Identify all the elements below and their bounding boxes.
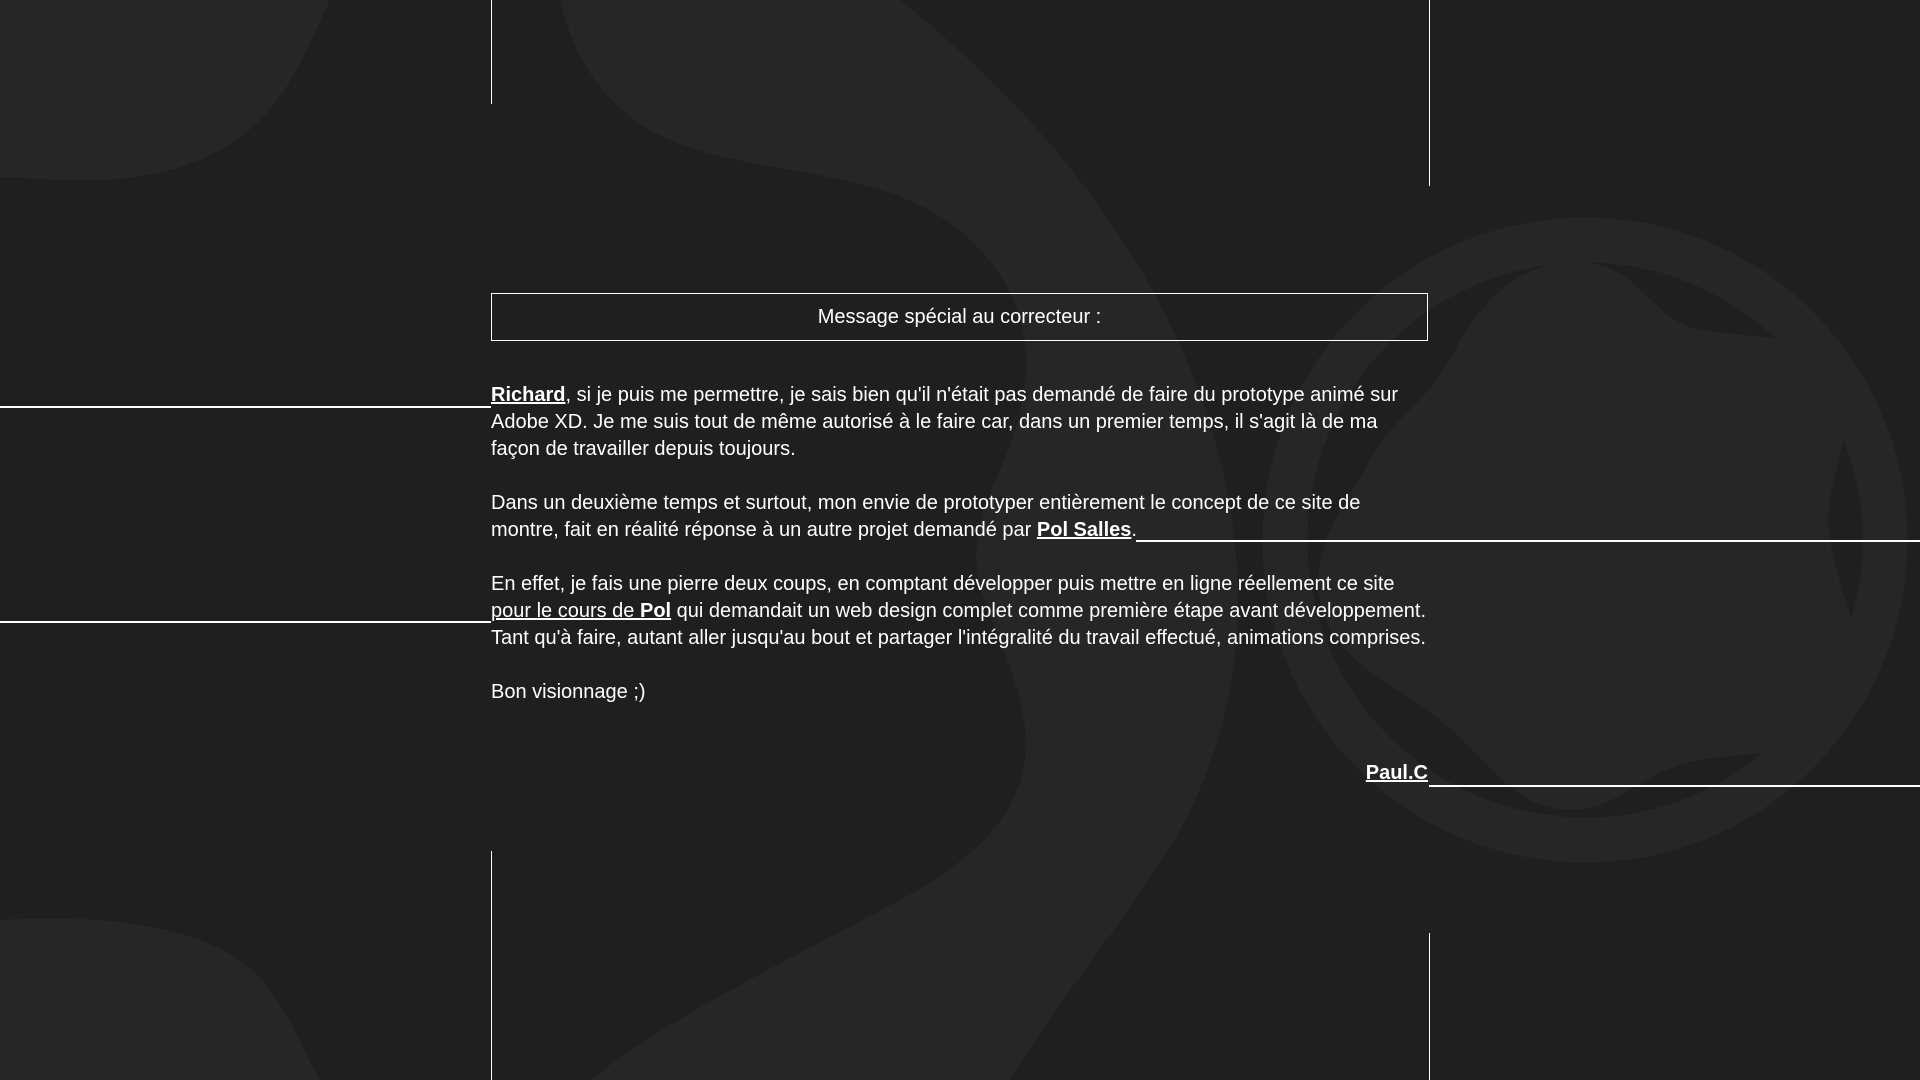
paragraph-3-underlined: pour le cours de <box>491 600 640 622</box>
message-title: Message spécial au correcteur : <box>817 305 1102 328</box>
frame-line-bottom-right <box>1429 933 1430 1080</box>
name-link-pol-salles[interactable]: Pol Salles <box>1036 519 1132 541</box>
background-blob-bottom-left <box>0 918 320 1080</box>
paragraph-3 <box>491 571 1431 652</box>
paragraph-4-text: Bon visionnage ;) <box>491 681 646 703</box>
paragraph-1 <box>491 382 1431 463</box>
name-link-pol[interactable]: Pol <box>639 600 672 622</box>
paragraph-2 <box>491 490 1431 544</box>
paragraph-4 <box>491 679 1431 706</box>
frame-line-left-upper <box>0 406 491 408</box>
message-body <box>491 382 1431 733</box>
frame-line-left-lower <box>0 621 491 623</box>
name-link-richard[interactable]: Richard <box>491 384 566 406</box>
signature-link[interactable]: Paul.C <box>1365 762 1428 784</box>
frame-line-top-right <box>1429 0 1430 186</box>
paragraph-3-text-before: En effet, je fais une pierre deux coups, en comptant développer puis mettre en ligne réellement ce site <box>491 573 1395 595</box>
paragraph-2-text: Dans un deuxième temps et surtout, mon envie de prototyper entièrement le concept de ce site de montre, fait en réalité réponse à un autre projet demandé par <box>491 492 1361 541</box>
frame-line-bottom-left <box>491 851 492 1080</box>
paragraph-2-end: . <box>1131 519 1137 541</box>
message-title-box <box>491 293 1428 341</box>
frame-line-right-lower <box>1429 785 1920 787</box>
paragraph-1-text: , si je puis me permettre, je sais bien qu'il n'était pas demandé de faire du prototype animé sur Adobe XD. Je me suis tout de même autorisé à le faire car, dans un premier temps, il s'agit là de ma façon de travailler depuis toujours. <box>491 384 1398 460</box>
frame-line-top-left <box>491 0 492 104</box>
background-blob-left <box>0 0 330 181</box>
paragraph-3-text-after: qui demandait un web design complet comme première étape avant développement. Tant qu'à faire, autant aller jusqu'au bout et partager l'intégralité du travail effectué, animations comprises. <box>491 600 1427 649</box>
